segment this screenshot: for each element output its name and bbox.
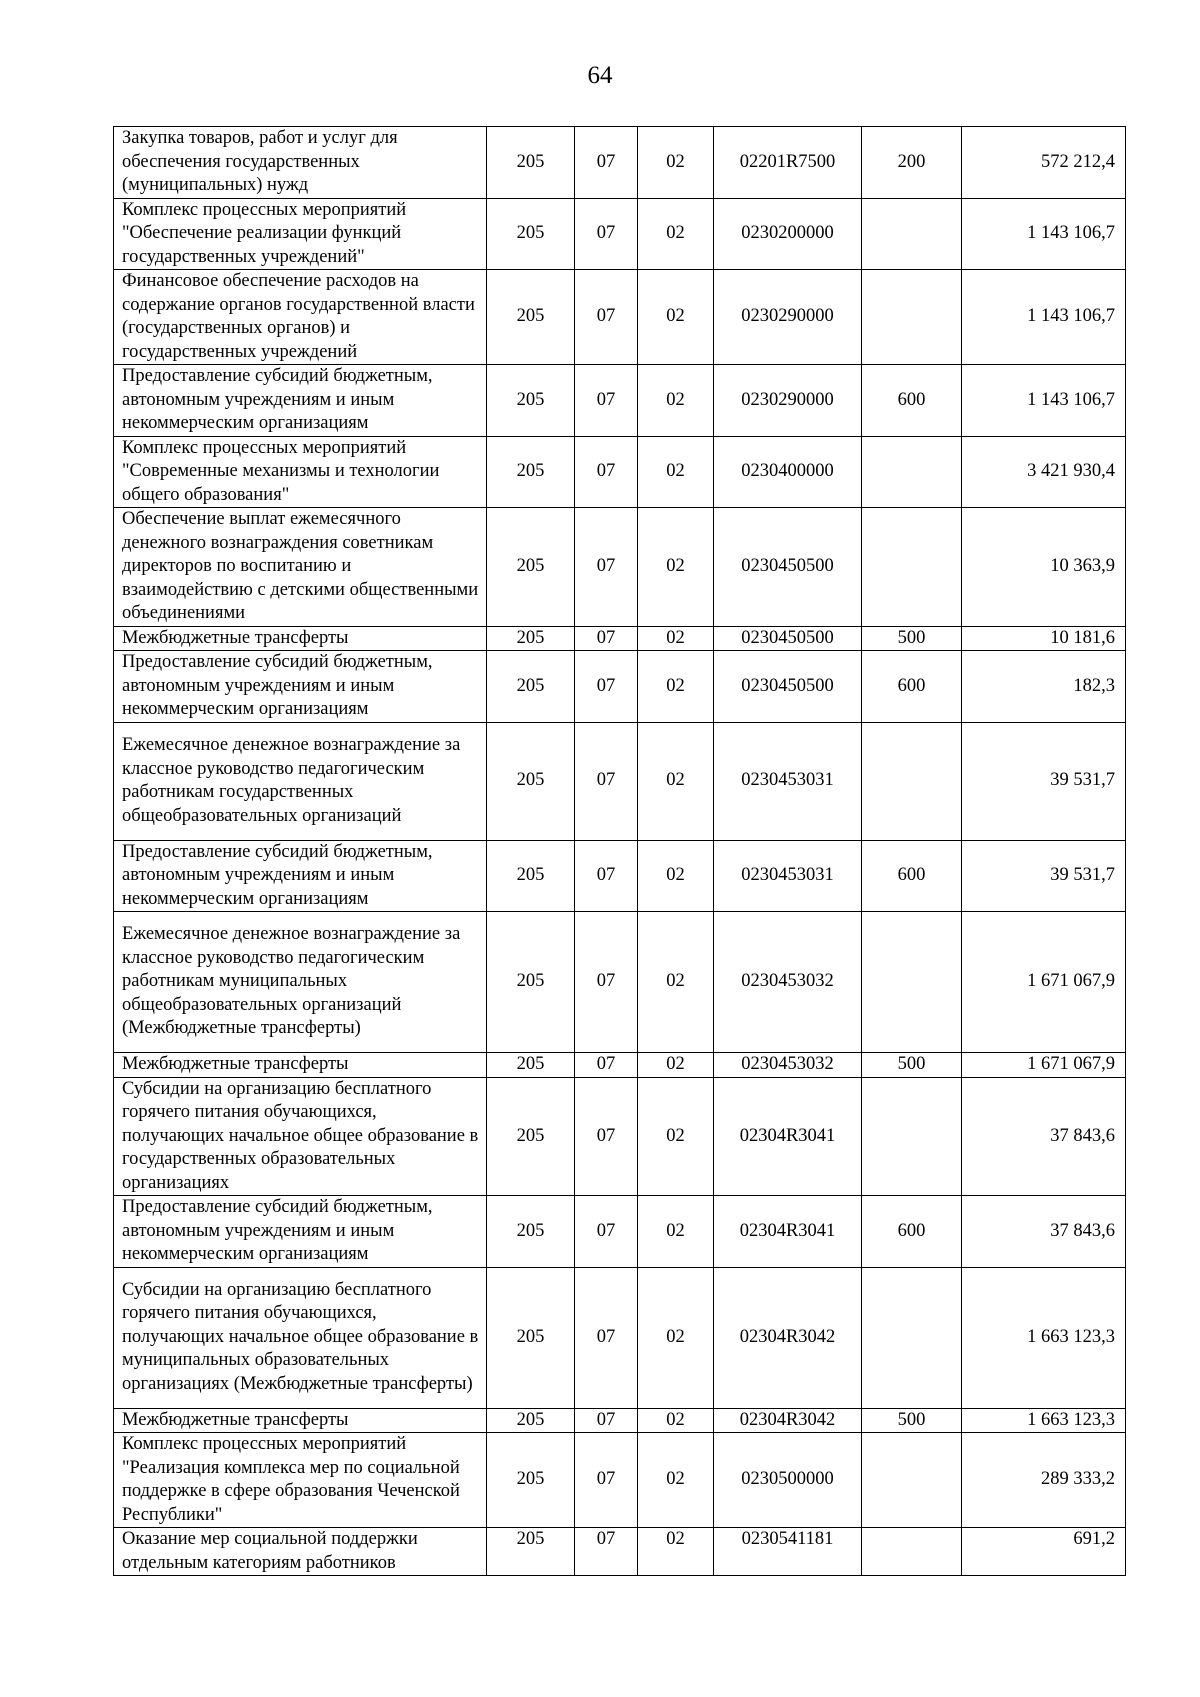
cell-name: Межбюджетные трансферты <box>114 626 487 651</box>
cell-subsection: 02 <box>638 722 714 840</box>
cell-subsection: 02 <box>638 270 714 365</box>
cell-section: 07 <box>575 127 638 199</box>
cell-ved: 205 <box>487 1053 575 1078</box>
cell-name: Комплекс процессных мероприятий "Реализация комплекса мер по социальной поддержке в сфере образования Чеченской Республики" <box>114 1433 487 1528</box>
cell-ved: 205 <box>487 127 575 199</box>
cell-ved: 205 <box>487 1077 575 1196</box>
cell-subsection: 02 <box>638 365 714 437</box>
cell-section: 07 <box>575 1077 638 1196</box>
cell-section: 07 <box>575 651 638 723</box>
cell-expense-type <box>862 1267 962 1408</box>
cell-section: 07 <box>575 1408 638 1433</box>
cell-name: Межбюджетные трансферты <box>114 1408 487 1433</box>
cell-expense-type <box>862 1077 962 1196</box>
table-row <box>114 1408 1126 1433</box>
cell-amount: 182,3 <box>962 651 1126 723</box>
cell-target-article: 02304R3041 <box>714 1077 862 1196</box>
cell-amount: 572 212,4 <box>962 127 1126 199</box>
cell-subsection: 02 <box>638 127 714 199</box>
cell-amount: 1 671 067,9 <box>962 912 1126 1053</box>
cell-subsection: 02 <box>638 1077 714 1196</box>
cell-expense-type: 500 <box>862 626 962 651</box>
table-row <box>114 1267 1126 1408</box>
cell-subsection: 02 <box>638 912 714 1053</box>
cell-name: Комплекс процессных мероприятий "Обеспечение реализации функций государственных учреждений" <box>114 198 487 270</box>
cell-name: Ежемесячное денежное вознаграждение за классное руководство педагогическим работникам муниципальных общеобразовательных организаций (Межбюджетные трансферты) <box>114 912 487 1053</box>
cell-subsection: 02 <box>638 198 714 270</box>
cell-expense-type <box>862 722 962 840</box>
cell-ved: 205 <box>487 1196 575 1268</box>
cell-amount: 10 363,9 <box>962 508 1126 627</box>
cell-amount: 1 671 067,9 <box>962 1053 1126 1078</box>
cell-subsection: 02 <box>638 1408 714 1433</box>
cell-target-article: 0230400000 <box>714 436 862 508</box>
cell-ved: 205 <box>487 1408 575 1433</box>
cell-amount: 3 421 930,4 <box>962 436 1126 508</box>
cell-section: 07 <box>575 1053 638 1078</box>
cell-section: 07 <box>575 1267 638 1408</box>
cell-subsection: 02 <box>638 1267 714 1408</box>
cell-target-article: 0230500000 <box>714 1433 862 1528</box>
cell-name: Предоставление субсидий бюджетным, автономным учреждениям и иным некоммерческим организациям <box>114 1196 487 1268</box>
cell-section: 07 <box>575 840 638 912</box>
cell-name: Субсидии на организацию бесплатного горячего питания обучающихся, получающих начальное общее образование в муниципальных образовательных организациях (Межбюджетные трансферты) <box>114 1267 487 1408</box>
cell-section: 07 <box>575 436 638 508</box>
cell-subsection: 02 <box>638 508 714 627</box>
cell-name: Субсидии на организацию бесплатного горячего питания обучающихся, получающих начальное общее образование в государственных образовательных организациях <box>114 1077 487 1196</box>
cell-target-article: 0230450500 <box>714 626 862 651</box>
cell-subsection: 02 <box>638 1196 714 1268</box>
cell-target-article: 02304R3042 <box>714 1408 862 1433</box>
cell-amount: 37 843,6 <box>962 1077 1126 1196</box>
cell-target-article: 02304R3041 <box>714 1196 862 1268</box>
cell-expense-type: 600 <box>862 1196 962 1268</box>
cell-section: 07 <box>575 198 638 270</box>
cell-amount: 39 531,7 <box>962 722 1126 840</box>
table-row <box>114 1196 1126 1268</box>
cell-target-article: 0230453032 <box>714 912 862 1053</box>
cell-section: 07 <box>575 1528 638 1576</box>
table-row <box>114 198 1126 270</box>
cell-expense-type <box>862 1433 962 1528</box>
cell-target-article: 0230541181 <box>714 1528 862 1576</box>
cell-section: 07 <box>575 626 638 651</box>
cell-subsection: 02 <box>638 626 714 651</box>
cell-target-article: 02304R3042 <box>714 1267 862 1408</box>
cell-section: 07 <box>575 1433 638 1528</box>
cell-expense-type <box>862 912 962 1053</box>
cell-expense-type <box>862 270 962 365</box>
cell-ved: 205 <box>487 1433 575 1528</box>
table-row <box>114 626 1126 651</box>
cell-target-article: 0230453032 <box>714 1053 862 1078</box>
table-row <box>114 365 1126 437</box>
cell-ved: 205 <box>487 436 575 508</box>
table-row <box>114 1053 1126 1078</box>
cell-subsection: 02 <box>638 436 714 508</box>
cell-name: Ежемесячное денежное вознаграждение за классное руководство педагогическим работникам государственных общеобразовательных организаций <box>114 722 487 840</box>
cell-subsection: 02 <box>638 840 714 912</box>
cell-name: Предоставление субсидий бюджетным, автономным учреждениям и иным некоммерческим организациям <box>114 365 487 437</box>
cell-expense-type: 600 <box>862 365 962 437</box>
cell-amount: 1 143 106,7 <box>962 365 1126 437</box>
cell-expense-type: 200 <box>862 127 962 199</box>
cell-target-article: 0230453031 <box>714 840 862 912</box>
cell-subsection: 02 <box>638 651 714 723</box>
table-row <box>114 651 1126 723</box>
cell-ved: 205 <box>487 912 575 1053</box>
cell-subsection: 02 <box>638 1433 714 1528</box>
cell-expense-type <box>862 198 962 270</box>
cell-ved: 205 <box>487 1528 575 1576</box>
table-row <box>114 508 1126 627</box>
cell-section: 07 <box>575 912 638 1053</box>
table-row <box>114 912 1126 1053</box>
cell-amount: 1 663 123,3 <box>962 1408 1126 1433</box>
cell-target-article: 0230290000 <box>714 365 862 437</box>
cell-target-article: 02201R7500 <box>714 127 862 199</box>
cell-name: Предоставление субсидий бюджетным, автономным учреждениям и иным некоммерческим организациям <box>114 840 487 912</box>
cell-expense-type: 500 <box>862 1053 962 1078</box>
table-row <box>114 436 1126 508</box>
cell-ved: 205 <box>487 1267 575 1408</box>
cell-expense-type: 600 <box>862 651 962 723</box>
cell-section: 07 <box>575 270 638 365</box>
cell-subsection: 02 <box>638 1528 714 1576</box>
cell-ved: 205 <box>487 198 575 270</box>
cell-amount: 1 663 123,3 <box>962 1267 1126 1408</box>
table-row <box>114 270 1126 365</box>
cell-target-article: 0230290000 <box>714 270 862 365</box>
cell-name: Межбюджетные трансферты <box>114 1053 487 1078</box>
cell-target-article: 0230450500 <box>714 651 862 723</box>
table-row <box>114 722 1126 840</box>
cell-section: 07 <box>575 1196 638 1268</box>
cell-amount: 1 143 106,7 <box>962 198 1126 270</box>
cell-target-article: 0230450500 <box>714 508 862 627</box>
table-row <box>114 840 1126 912</box>
page-number: 64 <box>587 62 613 89</box>
cell-expense-type: 600 <box>862 840 962 912</box>
cell-ved: 205 <box>487 840 575 912</box>
budget-table <box>113 126 1126 1576</box>
cell-target-article: 0230453031 <box>714 722 862 840</box>
cell-name: Закупка товаров, работ и услуг для обеспечения государственных (муниципальных) нужд <box>114 127 487 199</box>
table-row <box>114 1433 1126 1528</box>
table-row <box>114 127 1126 199</box>
cell-expense-type <box>862 508 962 627</box>
cell-ved: 205 <box>487 722 575 840</box>
cell-amount: 10 181,6 <box>962 626 1126 651</box>
cell-expense-type <box>862 436 962 508</box>
cell-ved: 205 <box>487 270 575 365</box>
cell-name: Оказание мер социальной поддержки отдельным категориям работников <box>114 1528 487 1576</box>
cell-section: 07 <box>575 508 638 627</box>
table-row <box>114 1528 1126 1576</box>
cell-name: Обеспечение выплат ежемесячного денежного вознаграждения советникам директоров по воспитанию и взаимодействию с детскими общественными объединениями <box>114 508 487 627</box>
cell-ved: 205 <box>487 626 575 651</box>
table-row <box>114 1077 1126 1196</box>
cell-expense-type <box>862 1528 962 1576</box>
cell-name: Предоставление субсидий бюджетным, автономным учреждениям и иным некоммерческим организациям <box>114 651 487 723</box>
cell-subsection: 02 <box>638 1053 714 1078</box>
cell-amount: 1 143 106,7 <box>962 270 1126 365</box>
cell-ved: 205 <box>487 651 575 723</box>
cell-section: 07 <box>575 365 638 437</box>
cell-section: 07 <box>575 722 638 840</box>
cell-amount: 37 843,6 <box>962 1196 1126 1268</box>
cell-amount: 289 333,2 <box>962 1433 1126 1528</box>
cell-amount: 691,2 <box>962 1528 1126 1576</box>
cell-name: Комплекс процессных мероприятий "Современные механизмы и технологии общего образования" <box>114 436 487 508</box>
cell-target-article: 0230200000 <box>714 198 862 270</box>
cell-name: Финансовое обеспечение расходов на содержание органов государственной власти (государственных органов) и государственных учреждений <box>114 270 487 365</box>
cell-amount: 39 531,7 <box>962 840 1126 912</box>
cell-ved: 205 <box>487 365 575 437</box>
cell-expense-type: 500 <box>862 1408 962 1433</box>
cell-ved: 205 <box>487 508 575 627</box>
